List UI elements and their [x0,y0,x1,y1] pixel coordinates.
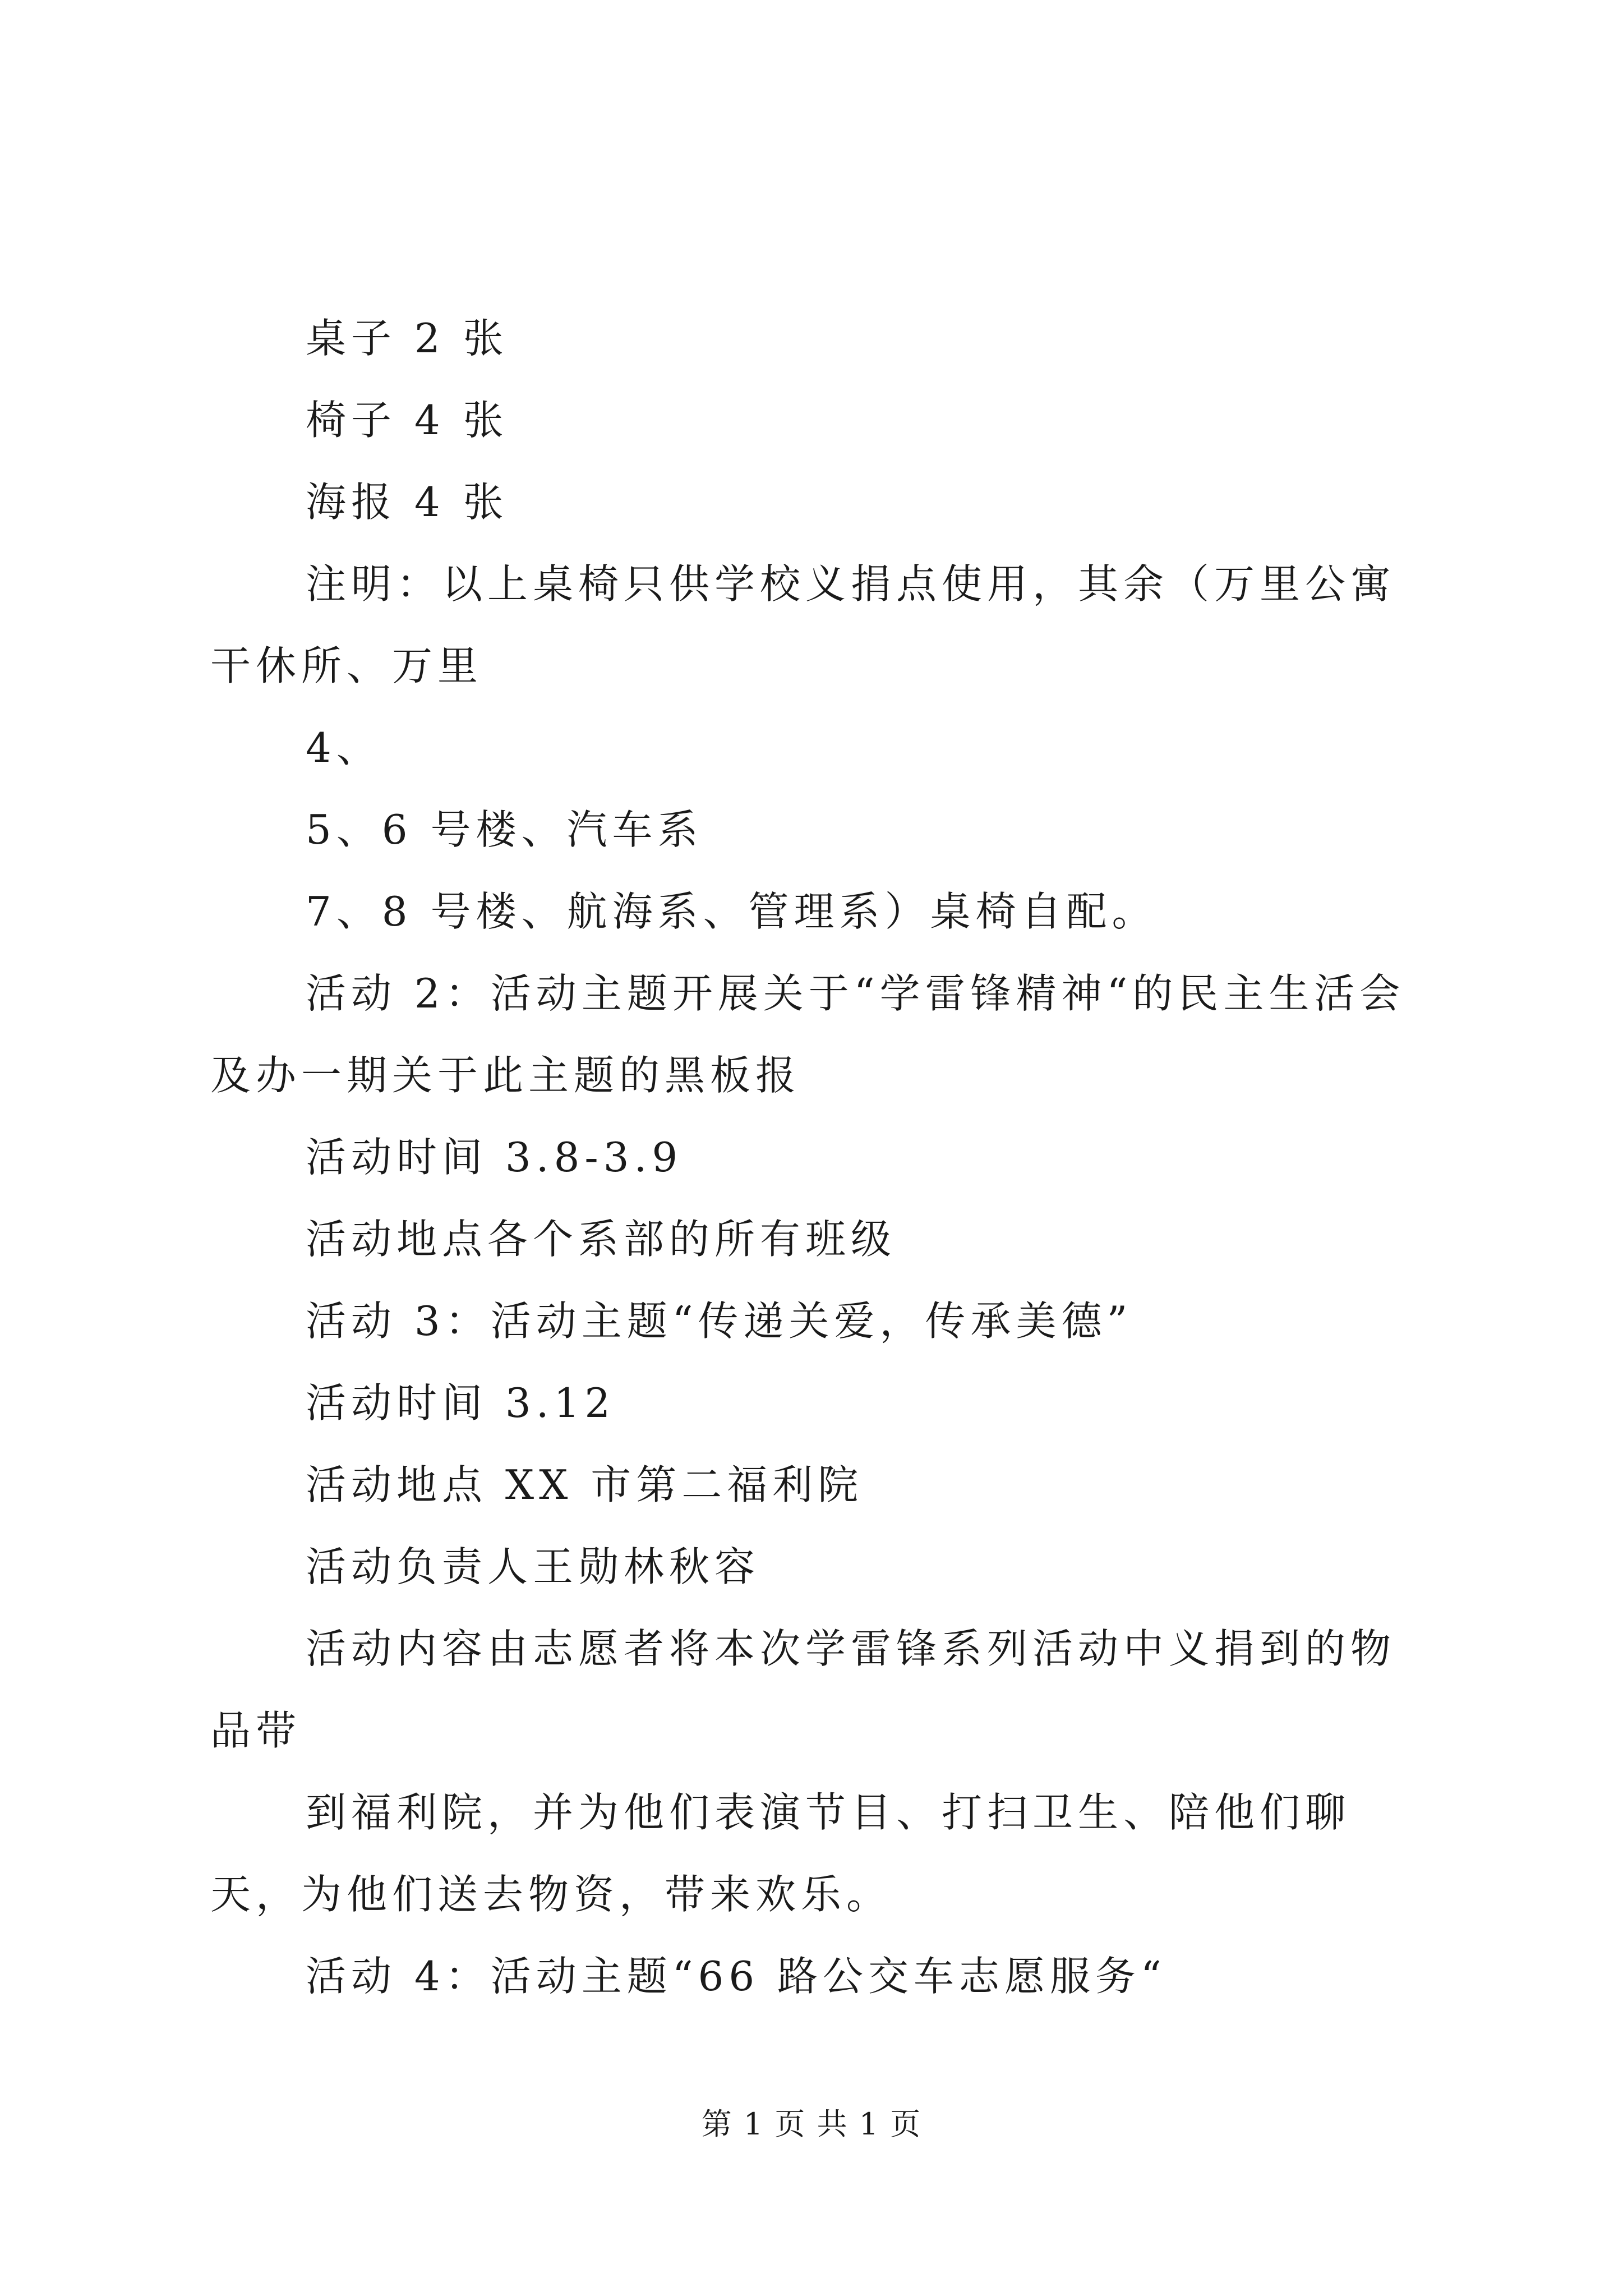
paragraph-activity-3-lead: 活动负责人王勋林秋容 [306,1543,760,1590]
paragraph-note-5-6: 5、6 号楼、汽车系 [306,806,703,853]
paragraph-note: 注明：以上桌椅只供学校义捐点使用，其余（万里公寓干休所、万里 [210,560,1396,689]
paragraph-activity-3-theme: 活动 3：活动主题“传递关爱，传承美德” [306,1297,1133,1345]
paragraph-tables: 桌子 2 张 [306,315,509,362]
paragraph-activity-2-location: 活动地点各个系部的所有班级 [306,1216,897,1263]
paragraph-activity-3-time: 活动时间 3.12 [306,1379,616,1427]
paragraph-note-4: 4、 [306,724,382,771]
paragraph-activity-3-location: 活动地点 XX 市第二福利院 [306,1461,864,1508]
document-body [210,297,1422,2017]
paragraph-activity-2-theme: 活动 2：活动主题开展关于“学雷锋精神“的民主生活会及办一期关于此主题的黑板报 [210,970,1405,1099]
paragraph-chairs: 椅子 4 张 [306,397,509,444]
paragraph-activity-2-time: 活动时间 3.8-3.9 [306,1134,683,1181]
paragraph-note-7-8: 7、8 号楼、航海系、管理系）桌椅自配。 [306,888,1158,935]
paragraph-activity-3-content-cont: 到福利院，并为他们表演节目、打扫卫生、陪他们聊天，为他们送去物资，带来欢乐。 [210,1789,1351,1918]
page-footer: 第 1 页 共 1 页 [701,2106,922,2142]
paragraph-posters: 海报 4 张 [306,478,509,526]
paragraph-activity-4-theme: 活动 4：活动主题“66 路公交车志愿服务“ [306,1953,1166,2000]
paragraph-activity-3-content: 活动内容由志愿者将本次学雷锋系列活动中义捐到的物品带 [210,1625,1396,1754]
